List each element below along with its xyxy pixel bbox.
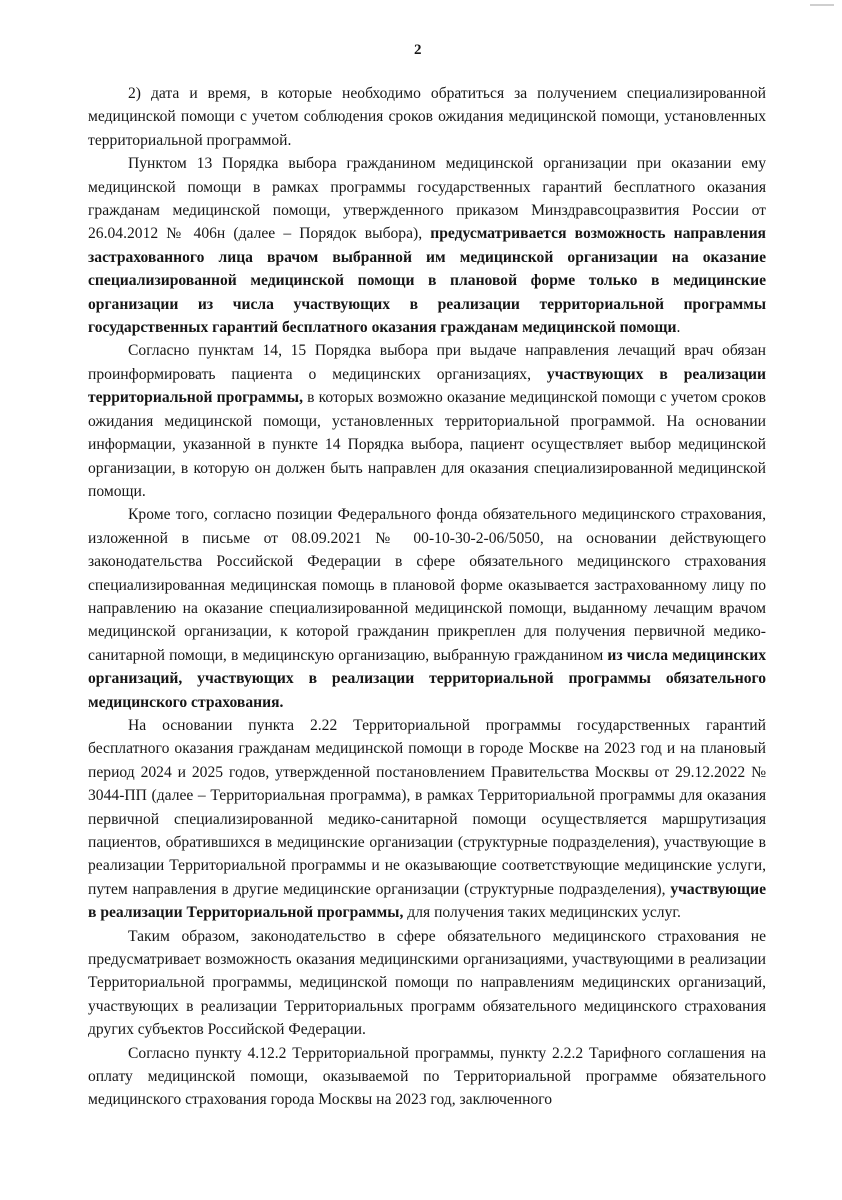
paragraph-1 bbox=[88, 82, 766, 152]
emphasis-run: предусматривается возможность направления застрахованного лица врачом выбранной им медицинской организации на оказание специализированной медицинской помощи в плановой форме только в медицинские организации из числа участвующих в реализации территориальной программы государственных гарантий бесплатного оказания гражданам медицинской помощи bbox=[88, 225, 766, 337]
paragraph-3 bbox=[88, 339, 766, 503]
text-run: Пунктом 13 Порядка выбора гражданином медицинской организации при оказании ему медицинской помощи в рамках программы государственных гарантий бесплатного оказания гражданам медицинской помощи, утвержденного приказом Минздравсоцразвития России от 26.04.2012 № 406н (далее – Порядок выбора), bbox=[88, 155, 766, 243]
paragraph-7 bbox=[88, 1042, 766, 1112]
paragraph-6 bbox=[88, 925, 766, 1042]
text-run: в которых возможно оказание медицинской помощи с учетом сроков ожидания медицинской помощи, установленных территориальной программой. На основании информации, указанной в пункте 14 Порядка выбора, пациент осуществляет выбор медицинской организации, в которую он должен быть направлен для оказания специализированной медицинской помощи. bbox=[88, 389, 766, 500]
text-run: Согласно пунктам 14, 15 Порядка выбора при выдаче направления лечащий врач обязан проинформировать пациента о медицинских организациях, bbox=[88, 342, 766, 383]
scan-artifact bbox=[810, 4, 834, 6]
paragraph-4 bbox=[88, 503, 766, 714]
text-run: Согласно пункту 4.12.2 Территориальной программы, пункту 2.2.2 Тарифного соглашения на оплату медицинской помощи, оказываемой по Территориальной программе обязательного медицинского страхования города Москвы на 2023 год, заключенного bbox=[88, 1044, 766, 1109]
text-run: для получения таких медицинских услуг. bbox=[403, 904, 681, 922]
text-run: Кроме того, согласно позиции Федерального фонда обязательного медицинского страхования, изложенной в письме от 08.09.2021 № 00-10-30-2-06/5050, на основании действующего законодательства Российской Федерации в сфере обязательного медицинского страхования специализированная медицинская помощь в плановой форме оказывается застрахованному лицу по направлению на оказание специализированной медицинской помощи, выданному лечащим врачом медицинской организации, к которой гражданин прикреплен для получения первичной медико-санитарной помощи, в медицинскую организацию, выбранную гражданином bbox=[88, 506, 766, 664]
text-run: 2) дата и время, в которые необходимо обратиться за получением специализированной медицинской помощи с учетом соблюдения сроков ожидания медицинской помощи, установленных территориальной программой. bbox=[88, 85, 766, 149]
document-body bbox=[88, 82, 766, 1112]
page-number: 2 bbox=[414, 42, 422, 58]
emphasis-run: участвующие в реализации Территориальной программы, bbox=[88, 880, 766, 922]
paragraph-2 bbox=[88, 152, 766, 339]
text-run: Таким образом, законодательство в сфере обязательного медицинского страхования не предусматривает возможность оказания медицинскими организациями, участвующими в реализации Территориальной программы, медицинской помощи по направлениям медицинских организаций, участвующих в реализации Территориальных программ обязательного медицинского страхования других субъектов Российской Федерации. bbox=[88, 927, 766, 1039]
emphasis-run: из числа медицинских организаций, участвующих в реализации территориальной программы обязательного медицинского страхования. bbox=[88, 646, 766, 711]
emphasis-run: участвующих в реализации территориальной программы, bbox=[88, 365, 766, 407]
text-run: . bbox=[676, 319, 681, 337]
paragraph-5 bbox=[88, 714, 766, 925]
text-run: На основании пункта 2.22 Территориальной программы государственных гарантий бесплатного оказания гражданам медицинской помощи в городе Москве на 2023 год и на плановый период 2024 и 2025 годов, утвержденной постановлением Правительства Москвы от 29.12.2022 № 3044-ПП (далее – Территориальная программа), в рамках Территориальной программы для оказания первичной специализированной медико-санитарной помощи осуществляется маршрутизация пациентов, обратившихся в медицинские организации (структурные подразделения), участвующие в реализации Территориальной программы и не оказывающие соответствующие медицинские услуги, путем направления в другие медицинские организации (структурные подразделения), bbox=[88, 716, 766, 898]
